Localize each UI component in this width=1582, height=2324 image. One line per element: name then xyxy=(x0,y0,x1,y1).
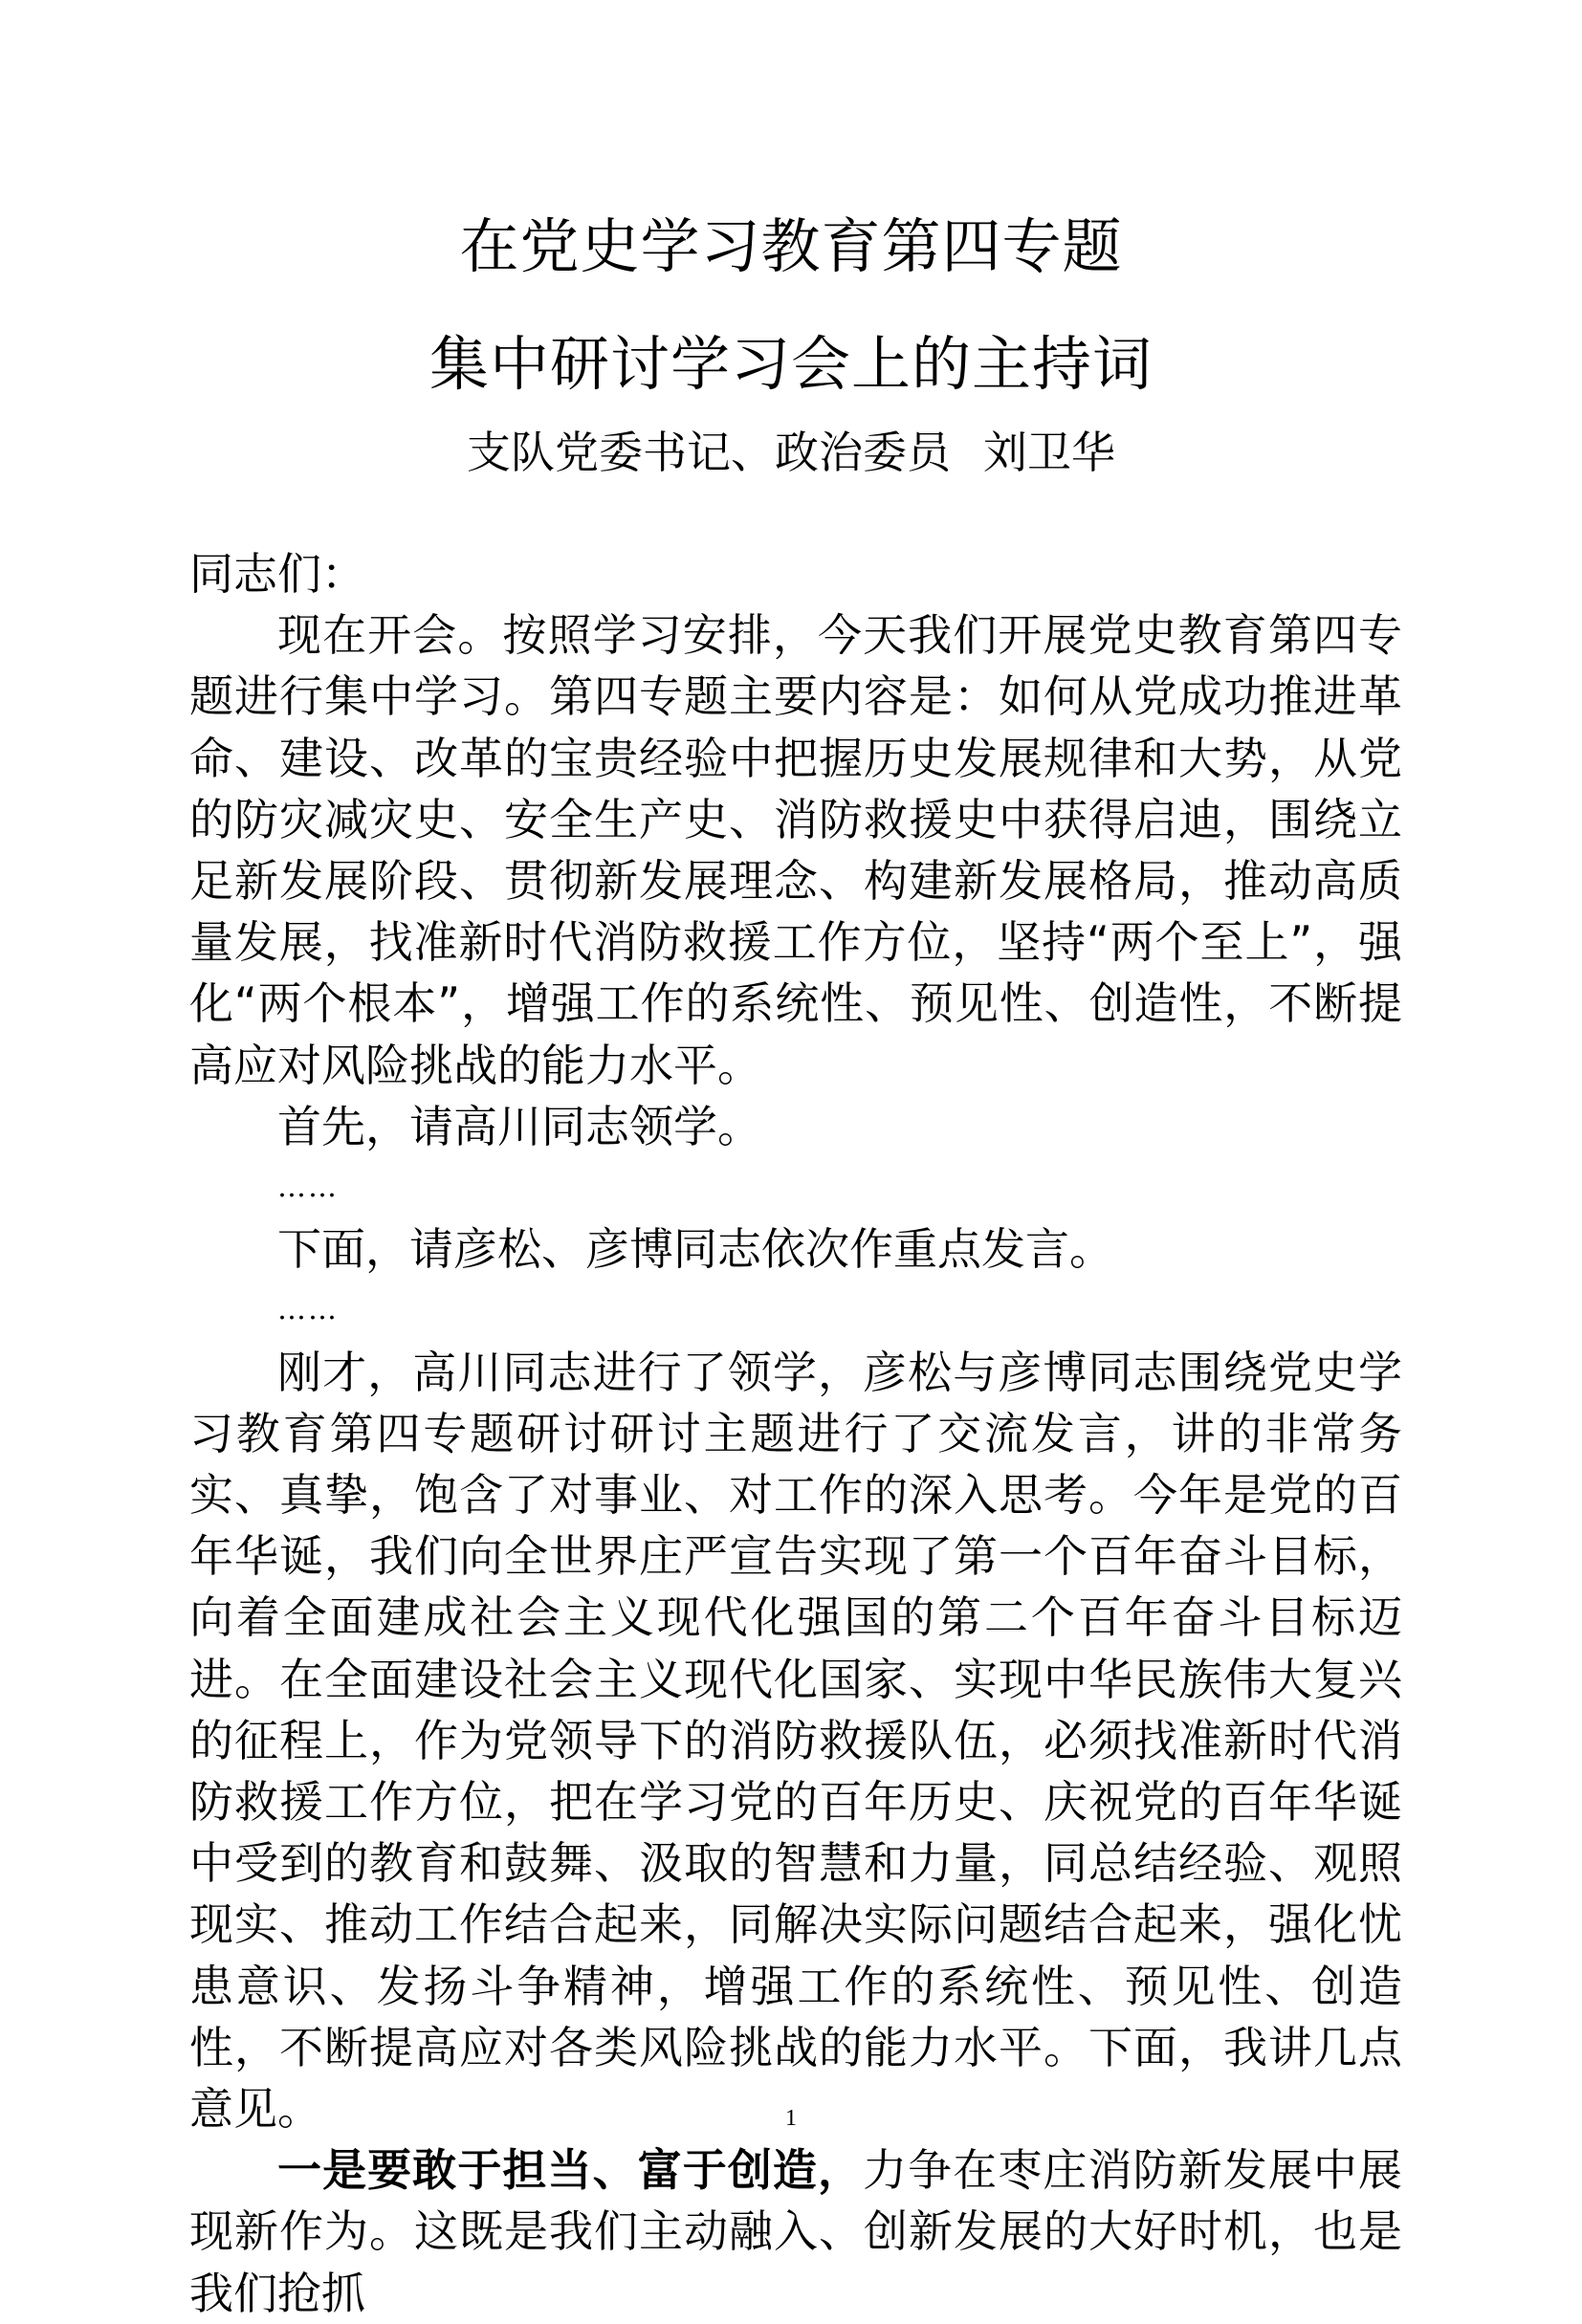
paragraph-point-one xyxy=(189,2139,1402,2324)
document-title-line-2: 集中研讨学习会上的主持词 xyxy=(428,329,1153,399)
document-body xyxy=(189,543,1402,2324)
paragraph-next-speakers: 下面，请彦松、彦博同志依次作重点发言。 xyxy=(277,1223,1113,1276)
paragraph-opening: 现在开会。按照学习安排，今天我们开展党史教育第四专题进行集中学习。第四专题主要内容是：如何从党成功推进革命、建设、改革的宝贵经验中把握历史发展规律和大势，从党的防灾减灾史、安全生产史、消防救援史中获得启迪，围绕立足新发展阶段、贯彻新发展理念、构建新发展格局，推动高质量发展，找准新时代消防救援工作方位，坚持“两个至上”，强化“两个根本”，增强工作的系统性、预见性、创造性，不断提高应对风险挑战的能力水平。 xyxy=(189,609,1402,1091)
paragraph-first-speaker: 首先，请高川同志领学。 xyxy=(277,1100,761,1152)
document-title-line-1: 在党史学习教育第四专题 xyxy=(459,211,1123,281)
paragraph-ellipsis-1: …… xyxy=(277,1171,339,1205)
author-role: 支队党委书记、政治委员 xyxy=(467,427,951,478)
author-name: 刘卫华 xyxy=(983,427,1115,478)
paragraph-ellipsis-2: …… xyxy=(277,1293,339,1327)
paragraph-summary: 刚才，高川同志进行了领学，彦松与彦博同志围绕党史学习教育第四专题研讨研讨主题进行了交流发言，讲的非常务实、真挚，饱含了对事业、对工作的深入思考。今年是党的百年华诞，我们向全世界庄严宣告实现了第一个百年奋斗目标，向着全面建成社会主义现代化强国的第二个百年奋斗目标迈进。在全面建设社会主义现代化国家、实现中华民族伟大复兴的征程上，作为党领导下的消防救援队伍，必须找准新时代消防救援工作方位，把在学习党的百年历史、庆祝党的百年华诞中受到的教育和鼓舞、汲取的智慧和力量，同总结经验、观照现实、推动工作结合起来，同解决实际问题结合起来，强化忧患意识、发扬斗争精神，增强工作的系统性、预见性、创造性，不断提高应对各类风险挑战的能力水平。下面，我讲几点意见。 xyxy=(189,1346,1402,2136)
point-one-text: 力争在枣庄消防新发展中展现新作为。这既是我们主动融入、创新发展的大好时机，也是我们抢抓 xyxy=(189,2144,1403,2319)
point-one-lead: 一是要敢于担当、富于创造， xyxy=(277,2144,864,2197)
salutation: 同志们： xyxy=(189,548,365,600)
page-number: 1 xyxy=(785,2106,797,2131)
author-byline xyxy=(0,426,1582,479)
